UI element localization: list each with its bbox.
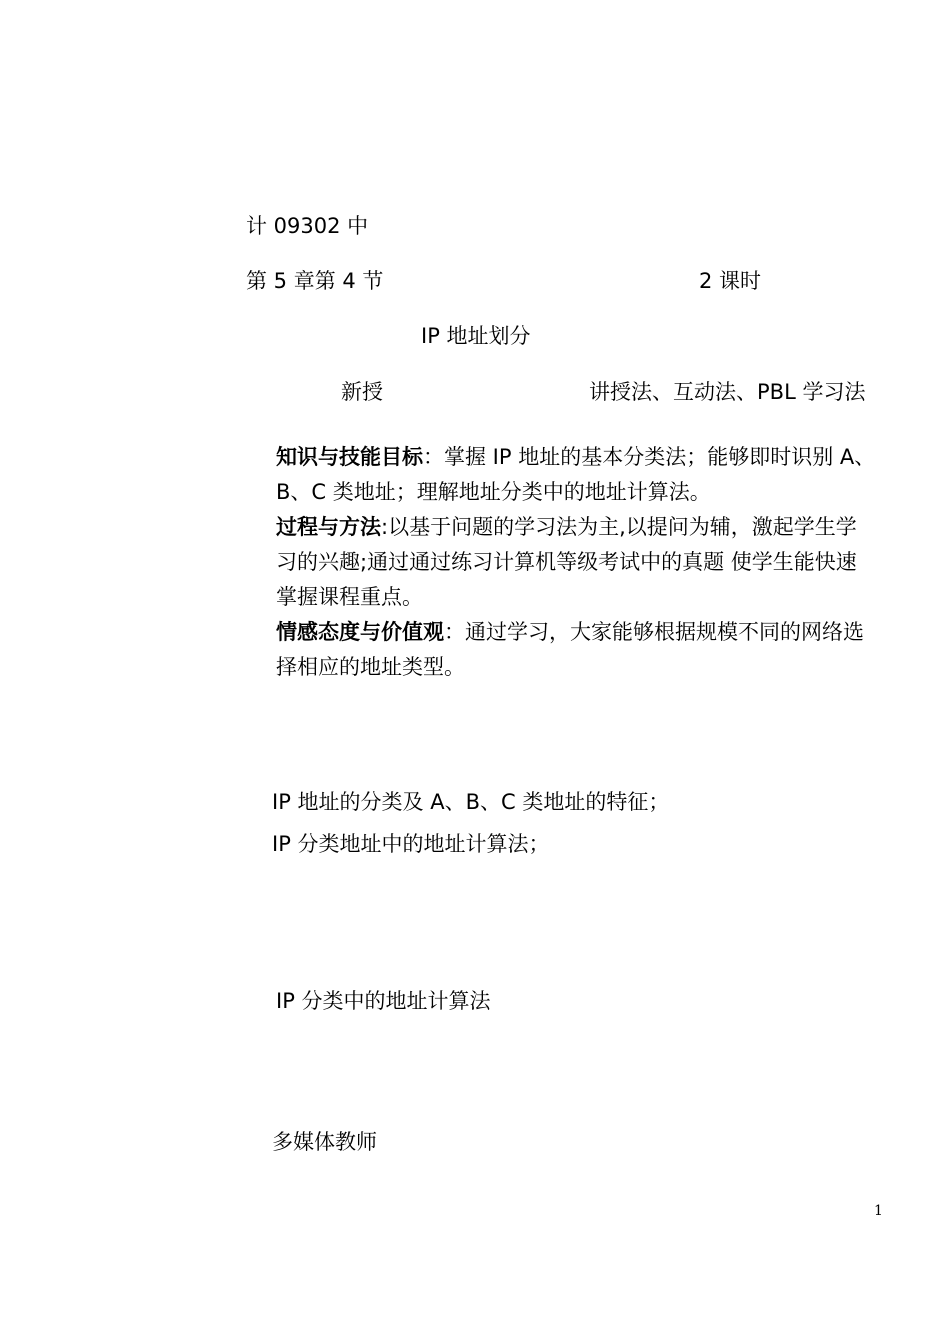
objective-label: 情感态度与价值观 <box>276 620 444 644</box>
objective-text: 以基于问题的学习法为主,以提问为辅，激起学生学习的兴趣;通过通过练习计算机等级考试中的真题 使学生能快速掌握课程重点。 <box>276 515 857 609</box>
objective-separator: ： <box>423 445 444 469</box>
key-points <box>272 781 669 865</box>
objective-separator: : <box>381 515 389 539</box>
teaching-methods: 讲授法、互动法、PBL 学习法 <box>589 380 866 404</box>
teaching-objectives <box>276 440 876 685</box>
objective-knowledge <box>276 440 876 510</box>
objective-label: 过程与方法 <box>276 515 381 539</box>
class-name: 计 09302 中 <box>246 214 369 238</box>
objective-process <box>276 510 876 615</box>
class-hours: 2 课时 <box>699 269 762 293</box>
objective-separator: ： <box>444 620 465 644</box>
objective-text: 掌握 IP 地址的基本分类法；能够即时识别 A、B、C 类地址；理解地址分类中的地址计算法。 <box>276 445 876 504</box>
lesson-topic: IP 地址划分 <box>421 324 531 348</box>
objective-attitude <box>276 615 876 685</box>
teaching-media: 多媒体教师 <box>272 1130 377 1154</box>
page-number: 1 <box>874 1203 883 1219</box>
key-point-item: IP 地址的分类及 A、B、C 类地址的特征； <box>272 790 670 814</box>
objective-text: 通过学习，大家能够根据规模不同的网络选择相应的地址类型。 <box>276 620 864 679</box>
objective-label: 知识与技能目标 <box>276 445 423 469</box>
difficult-point: IP 分类中的地址计算法 <box>276 989 491 1013</box>
key-point-item: IP 分类地址中的地址计算法； <box>272 832 550 856</box>
chapter-section: 第 5 章第 4 节 <box>246 269 384 293</box>
lesson-type: 新授 <box>341 380 383 404</box>
